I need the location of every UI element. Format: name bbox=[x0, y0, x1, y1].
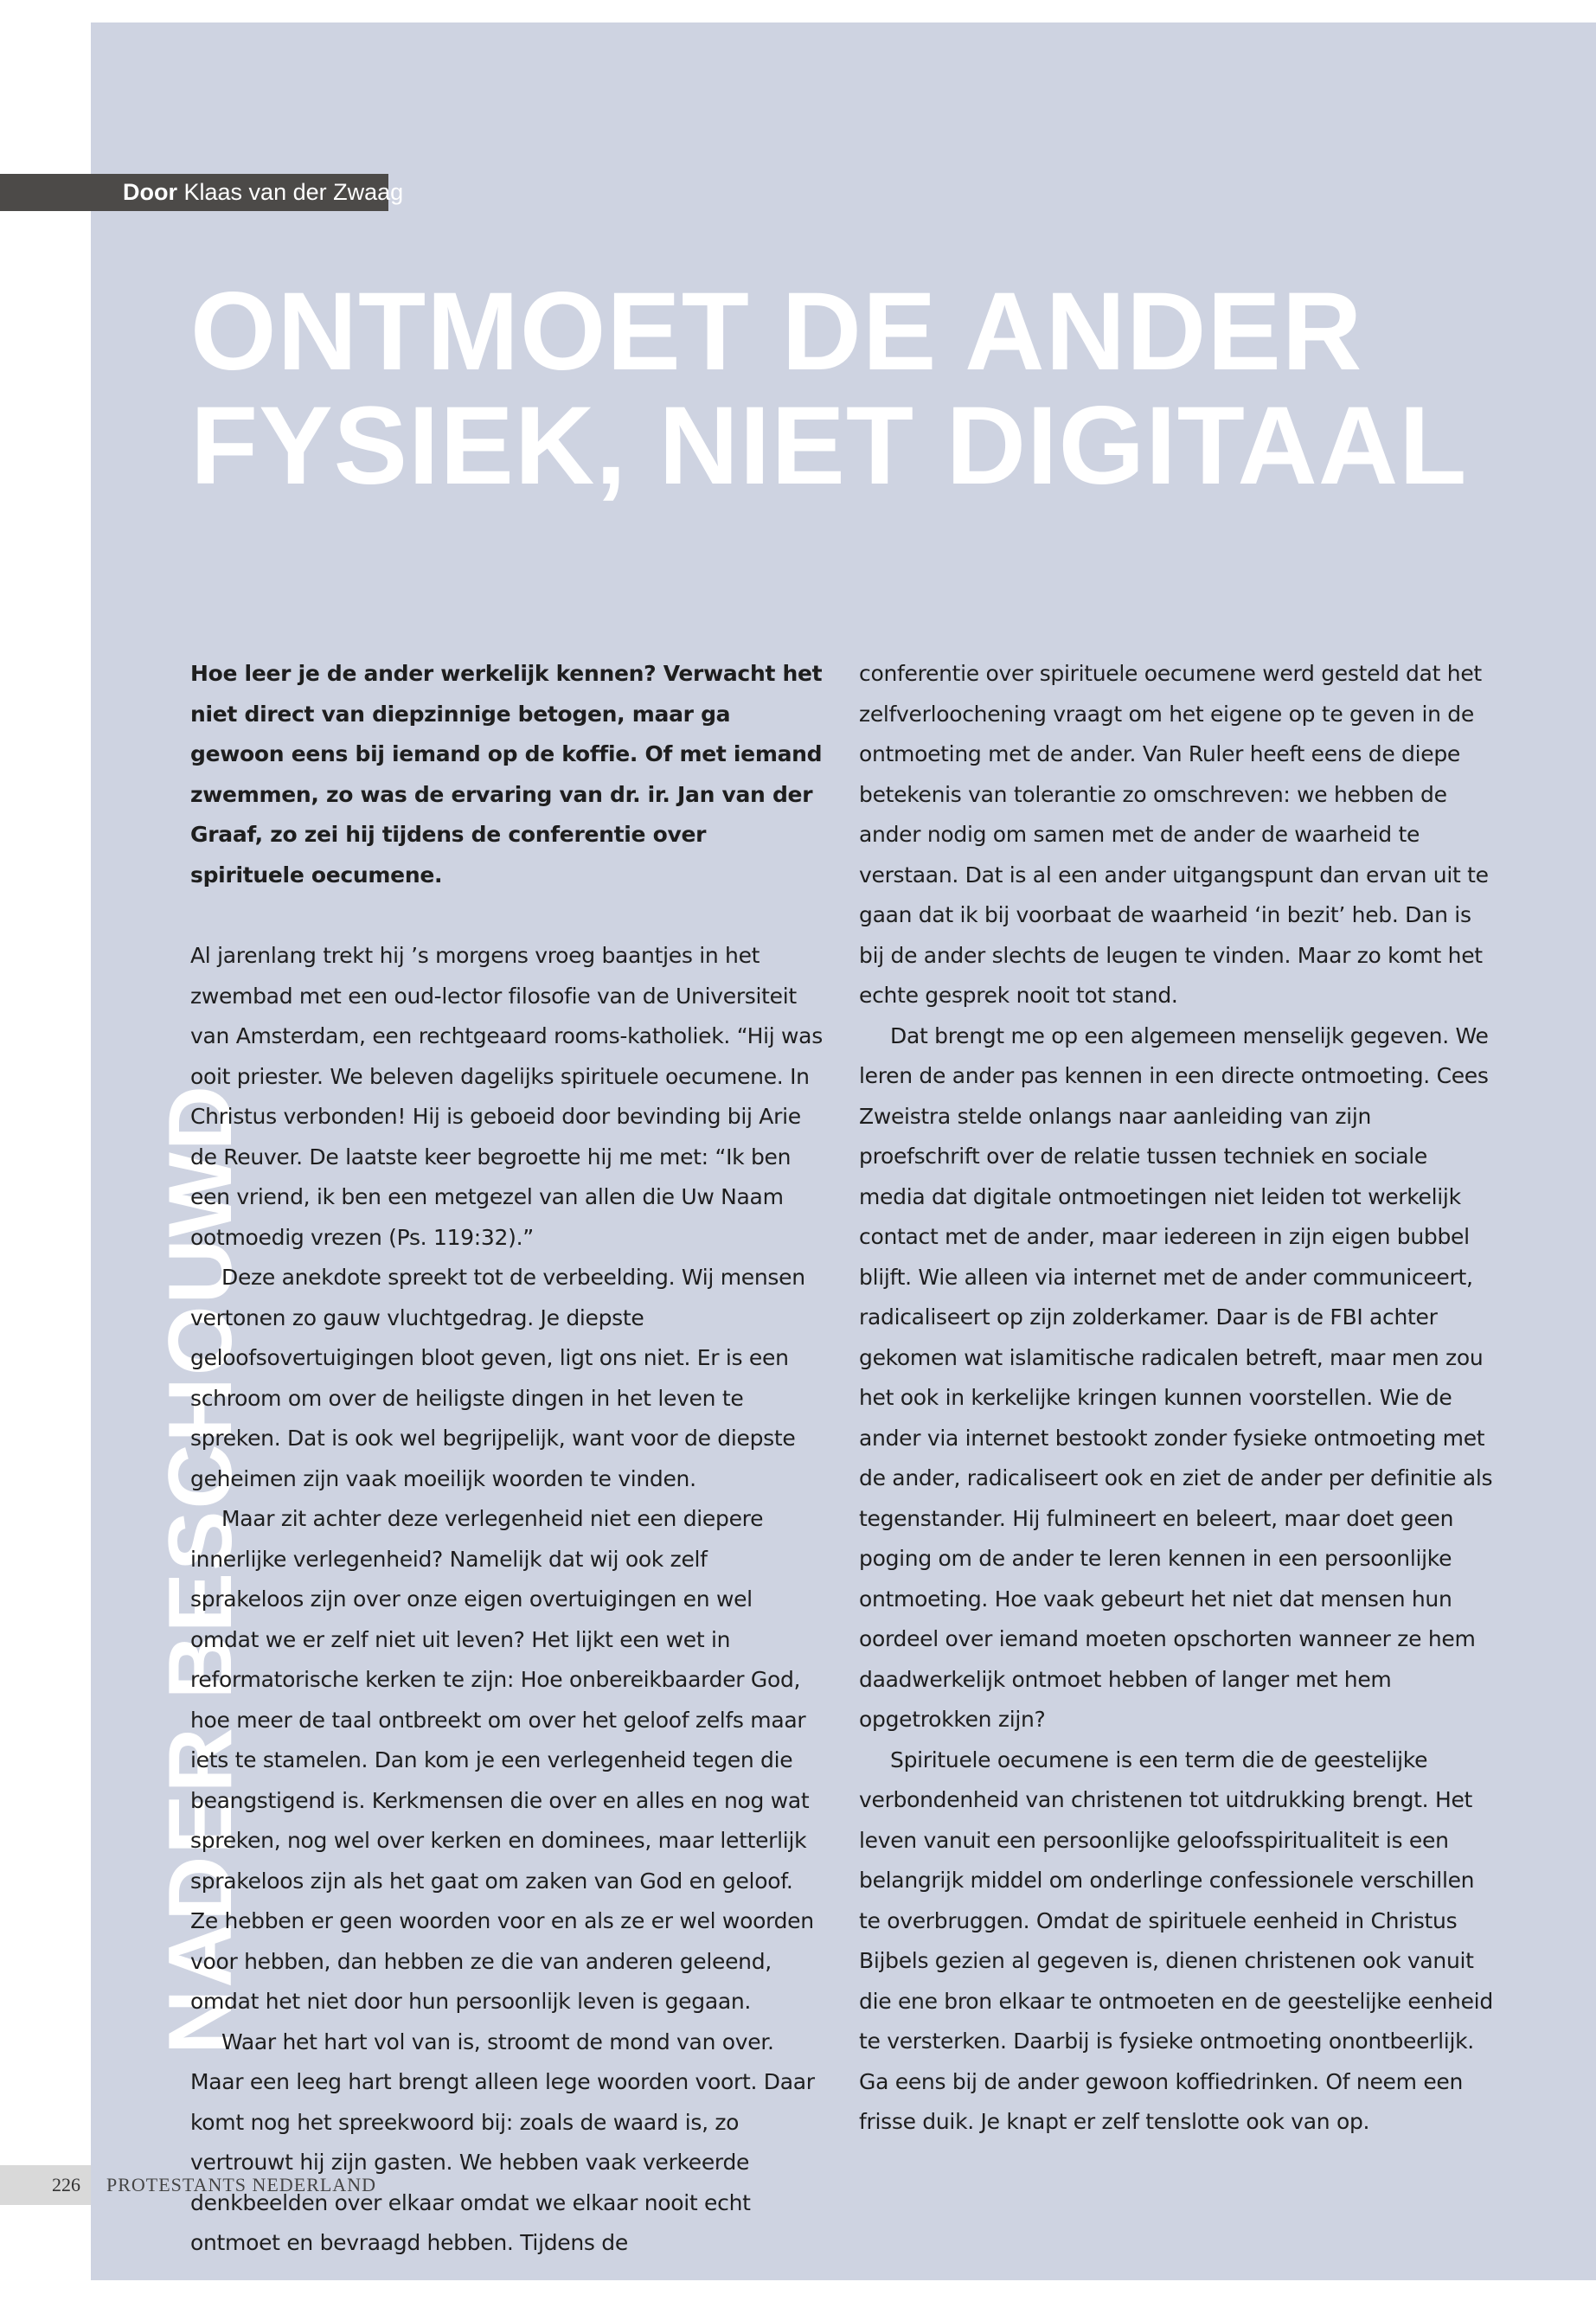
body-paragraph: Maar zit achter deze verlegenheid niet een diepere innerlijke verlegenheid? Namelijk dat wij ook zelf sprakeloos zijn over onze eigen overtuigingen en wel omdat we er zelf niet uit leven? Het lijkt een wet in reformatorische kerken te zijn: Hoe onbereikbaarder God, hoe meer de taal ontbreekt om over het geloof zelfs maar iets te stamelen. Dan kom je een verlegenheid tegen die beangstigend is. Kerkmensen die over en alles en nog wat spreken, nog wel over kerken en dominees, maar letterlijk sprakeloos zijn als het gaat om zaken van God en geloof. Ze hebben er geen woorden voor en als ze er wel woorden voor hebben, dan hebben ze die van anderen geleend, omdat het niet door hun persoonlijk leven is gegaan. bbox=[190, 1506, 814, 2014]
page-number: 226 bbox=[52, 2174, 80, 2195]
left-text-column bbox=[190, 654, 826, 2264]
body-paragraph: Al jarenlang trekt hij ’s morgens vroeg baantjes in het zwembad met een oud-lector filosofie van de Universiteit van Amsterdam, een rechtgeaard rooms-katholiek. “Hij was ooit priester. We beleven dagelijks spirituele oecumene. In Christus verbonden! Hij is geboeid door bevinding bij Arie de Reuver. De laatste keer begroette hij me met: “Ik ben een vriend, ik ben een metgezel van allen die Uw Naam ootmoedig vrezen (Ps. 119:32).” bbox=[190, 943, 823, 1250]
article-title-line-1: ONTMOET DE ANDER bbox=[190, 270, 1363, 394]
body-paragraph: Spirituele oecumene is een term die de geestelijke verbondenheid van christenen tot uitdrukking brengt. Het leven vanuit een persoonlijke geloofsspiritualiteit is een belangrijk middel om onderlinge confessionele verschillen te overbruggen. Omdat de spirituele eenheid in Christus Bijbels gezien al gegeven is, dienen christenen ook vanuit die ene bron elkaar te ontmoeten en de geestelijke eenheid te versterken. Daarbij is fysieke ontmoeting onontbeerlijk. Ga eens bij de ander gewoon koffiedrinken. Of neem een frisse duik. Je knapt er zelf tenslotte ook van op. bbox=[859, 1747, 1493, 2134]
article-title bbox=[190, 270, 1468, 508]
body-paragraph: Waar het hart vol van is, stroomt de mond van over. Maar een leeg hart brengt alleen lege woorden voort. Daar komt nog het spreekwoord bij: zoals de waard is, zo vertrouwt hij zijn gasten. We hebben vaak verkeerde denkbeelden over elkaar omdat we elkaar nooit echt ontmoet en bevraagd hebben. Tijdens de bbox=[190, 2029, 815, 2255]
publication-name: PROTESTANTS NEDERLAND bbox=[106, 2174, 376, 2195]
article-title-line-2: FYSIEK, NIET DIGITAAL bbox=[190, 384, 1468, 508]
byline-prefix: Door bbox=[123, 179, 177, 205]
body-paragraph: Deze anekdote spreekt tot de verbeelding. Wij mensen vertonen zo gauw vluchtgedrag. Je diepste geloofsovertuigingen bloot geven, ligt ons niet. Er is een schroom om over de heiligste dingen in het leven te spreken. Dat is ook wel begrijpelijk, want voor de diepste geheimen zijn vaak moeilijk woorden te vinden. bbox=[190, 1265, 805, 1491]
body-paragraph: Dat brengt me op een algemeen menselijk gegeven. We leren de ander pas kennen in een directe ontmoeting. Cees Zweistra stelde onlangs naar aanleiding van zijn proefschrift over de relatie tussen techniek en sociale media dat digitale ontmoetingen niet leiden tot werkelijk contact met de ander, maar iedereen in zijn eigen bubbel blijft. Wie alleen via internet met de ander communiceert, radicaliseert op zijn zolderkamer. Daar is de FBI achter gekomen wat islamitische radicalen betreft, maar men zou het ook in kerkelijke kringen kunnen voorstellen. Wie de ander via internet bestookt zonder fysieke ontmoeting met de ander, radicaliseert ook en ziet de ander per definitie als tegenstander. Hij fulmineert en beleert, maar doet geen poging om de ander te leren kennen in een persoonlijke ontmoeting. Hoe vaak gebeurt het niet dat mensen hun oordeel over iemand moeten opschorten wanneer ze hem daadwerkelijk ontmoet hebben of langer met hem opgetrokken zijn? bbox=[859, 1022, 1493, 1732]
byline-bar bbox=[0, 174, 404, 211]
lead-paragraph: Hoe leer je de ander werkelijk kennen? Verwacht het niet direct van diepzinnige betogen, maar ga gewoon eens bij iemand op de koffie. Of met iemand zwemmen, zo was de ervaring van dr. ir. Jan van der Graaf, zo zei hij tijdens de conferentie over spirituele oecumene. bbox=[190, 661, 823, 888]
body-paragraph: conferentie over spirituele oecumene werd gesteld dat het zelfverloochening vraagt om het eigene op te geven in de ontmoeting met de ander. Van Ruler heeft eens de diepe betekenis van tolerantie zo omschreven: we hebben de ander nodig om samen met de ander de waarheid te verstaan. Dat is al een ander uitgangspunt dan ervan uit te gaan dat ik bij voorbaat de waarheid ‘in bezit’ heb. Dan is bij de ander slechts de leugen te vinden. Maar zo komt het echte gesprek nooit tot stand. bbox=[859, 661, 1489, 1008]
right-text-column bbox=[859, 654, 1495, 2143]
byline-author: Klaas van der Zwaag bbox=[183, 179, 404, 205]
section-label: NADER BESCHOUWD bbox=[151, 1084, 251, 2054]
